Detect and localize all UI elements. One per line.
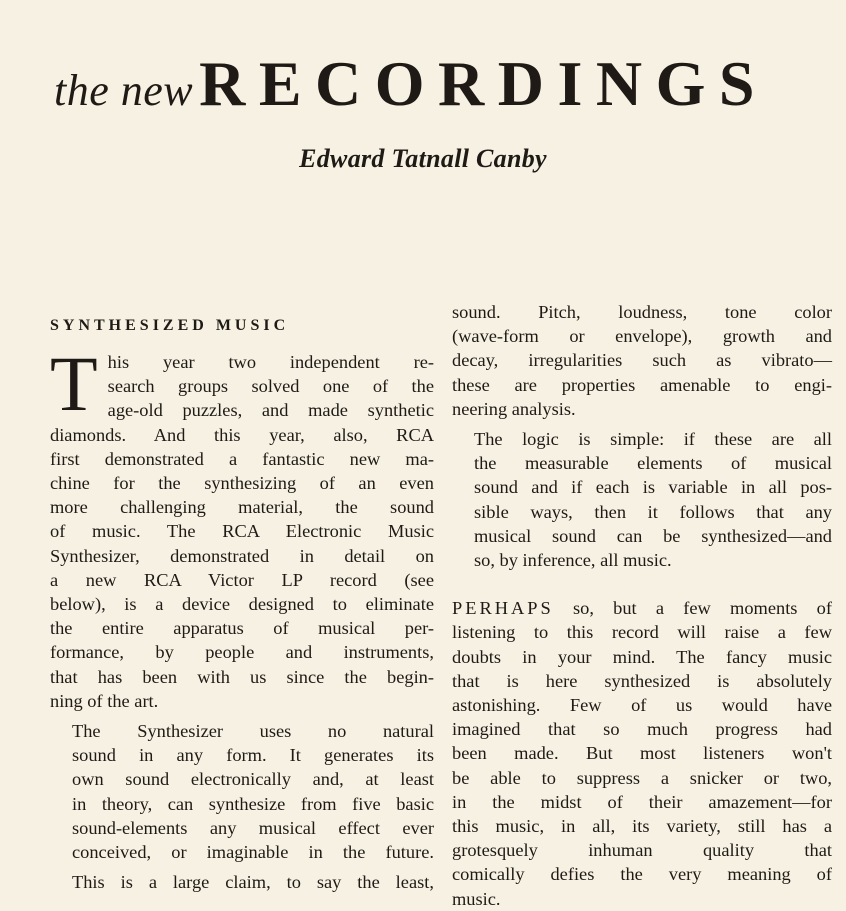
- text-line: musical sound can be synthesized—and: [474, 525, 832, 546]
- text-line: that has been with us since the begin-: [50, 666, 434, 687]
- text-line: the measurable elements of musical: [474, 453, 832, 474]
- text-line: own sound electronically and, at least: [72, 769, 434, 790]
- text-line: first demonstrated a fantastic new ma-: [50, 448, 434, 469]
- text-line: doubts in your mind. The fancy music: [452, 646, 832, 667]
- text-line: sible ways, then it follows that any: [474, 501, 832, 522]
- text-line: This is a large claim, to say the least,: [72, 872, 434, 893]
- text-line: music.: [452, 888, 501, 909]
- text-line: (wave-form or envelope), growth and: [452, 326, 832, 347]
- lead-word: PERHAPS: [452, 598, 554, 619]
- paragraph-synthesizer: [50, 719, 434, 864]
- section-title: [54, 48, 844, 119]
- text-line: Synthesizer, demonstrated in detail on: [50, 545, 434, 566]
- text-line: listening to this record will raise a few: [452, 622, 832, 643]
- text-line: more challenging material, the sound: [50, 497, 434, 518]
- text-line: search groups solved one of the: [107, 376, 434, 397]
- left-column: [50, 300, 434, 894]
- text-line: be able to suppress a snicker or two,: [452, 767, 832, 788]
- text-line: that is here synthesized is absolutely: [452, 670, 832, 691]
- text-line: [452, 596, 832, 620]
- text-line: sound. Pitch, loudness, tone color: [452, 302, 832, 322]
- drop-cap: T: [50, 340, 98, 427]
- text-line: ning of the art.: [50, 690, 159, 711]
- text-line: The Synthesizer uses no natural: [72, 721, 434, 742]
- text-line: sound-elements any musical effect ever: [72, 817, 434, 838]
- title-main: RECORDINGS: [199, 48, 768, 119]
- text-line: a new RCA Victor LP record (see: [50, 569, 434, 590]
- text-line: his year two independent re-: [107, 352, 434, 372]
- text-line: imagined that so much progress had: [452, 719, 832, 740]
- text-line: in the midst of their amazement—for: [452, 791, 832, 812]
- text-line: decay, irregularities such as vibrato—: [452, 350, 832, 371]
- text-line: comically defies the very meaning of: [452, 864, 832, 885]
- title-prefix: the new: [54, 66, 194, 115]
- text-line: this music, in all, its variety, still has a: [452, 816, 832, 837]
- text-line: below), is a device designed to eliminate: [50, 594, 434, 615]
- lead-rest: so, but a few moments of: [553, 598, 832, 619]
- text-line: of music. The RCA Electronic Music: [50, 521, 434, 542]
- text-line: the entire apparatus of musical per-: [50, 618, 434, 639]
- text-line: in theory, can synthesize from five basic: [72, 793, 434, 814]
- paragraph-claim: [50, 870, 434, 894]
- text-line: conceived, or imaginable in the future.: [72, 842, 434, 863]
- paragraph-intro: [50, 340, 434, 713]
- right-column: [452, 300, 832, 911]
- text-line: been made. But most listeners won't: [452, 743, 832, 764]
- paragraph-logic: [452, 427, 832, 572]
- text-line: diamonds. And this year, also, RCA: [50, 424, 434, 445]
- paragraph-properties: [452, 300, 832, 421]
- text-line: chine for the synthesizing of an even: [50, 473, 434, 494]
- text-line: formance, by people and instruments,: [50, 642, 434, 663]
- text-line: these are properties amenable to engi-: [452, 374, 832, 395]
- text-line: grotesquely inhuman quality that: [452, 840, 832, 861]
- text-line: neering analysis.: [452, 398, 576, 419]
- text-line: The logic is simple: if these are all: [474, 429, 832, 450]
- paragraph-perhaps: [452, 596, 832, 911]
- page-header: [0, 0, 846, 200]
- author-byline: Edward Tatnall Canby: [299, 144, 547, 173]
- text-line: sound and if each is variable in all pos-: [474, 477, 832, 498]
- text-line: astonishing. Few of us would have: [452, 695, 832, 716]
- text-line: so, by inference, all music.: [474, 550, 672, 571]
- text-line: age-old puzzles, and made synthetic: [107, 400, 434, 421]
- text-line: sound in any form. It generates its: [72, 745, 434, 766]
- article-heading: SYNTHESIZED MUSIC: [50, 317, 290, 334]
